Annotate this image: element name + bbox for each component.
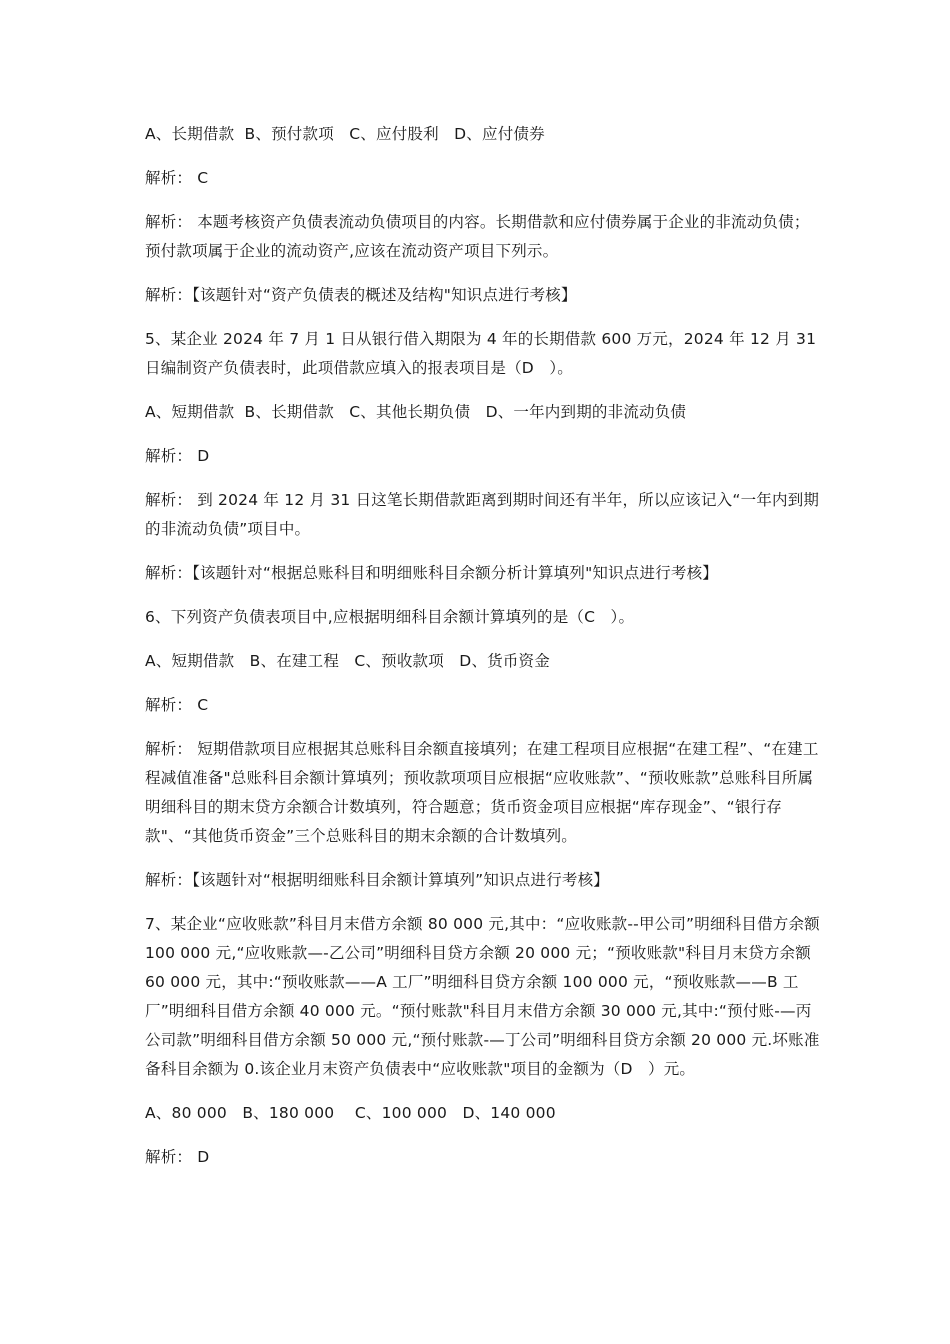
q6-explanation: 解析： 短期借款项目应根据其总账科目余额直接填列；在建工程项目应根据“在建工程”、“在建工程减值准备"总账科目余额计算填列；预收款项项目应根据“应收账款”、“预收账款”总账科目所属明细科目的期末贷方余额合计数填列，符合题意；货币资金项目应根据“库存现金”、“银行存款"、“其他货币资金”三个总账科目的期末余额的合计数填列。 bbox=[145, 740, 819, 845]
q5-answer: 解析： D bbox=[145, 447, 210, 465]
q4-options: A、长期借款 B、预付款项 C、应付股利 D、应付债券 bbox=[145, 125, 545, 143]
q6-question: 6、下列资产负债表项目中,应根据明细科目余额计算填列的是（C ）。 bbox=[145, 608, 635, 626]
q5-explanation: 解析： 到 2024 年 12 月 31 日这笔长期借款距离到期时间还有半年，所以应该记入“一年内到期的非流动负债”项目中。 bbox=[145, 491, 820, 538]
q4-answer: 解析： C bbox=[145, 169, 209, 187]
q4-explanation: 解析： 本题考核资产负债表流动负债项目的内容。长期借款和应付债券属于企业的非流动负债；预付款项属于企业的流动资产,应该在流动资产项目下列示。 bbox=[145, 213, 810, 260]
q6-answer: 解析： C bbox=[145, 696, 209, 714]
q6-knowledge-point: 解析：【该题针对“根据明细账科目余额计算填列”知识点进行考核】 bbox=[145, 871, 610, 889]
q6-options: A、短期借款 B、在建工程 C、预收款项 D、货币资金 bbox=[145, 652, 550, 670]
q7-answer: 解析： D bbox=[145, 1148, 210, 1166]
q5-knowledge-point: 解析：【该题针对“根据总账科目和明细账科目余额分析计算填列"知识点进行考核】 bbox=[145, 564, 719, 582]
q7-options: A、80 000 B、180 000 C、100 000 D、140 000 bbox=[145, 1104, 556, 1122]
q5-question: 5、某企业 2024 年 7 月 1 日从银行借入期限为 4 年的长期借款 600 万元，2024 年 12 月 31 日编制资产负债表时，此项借款应填入的报表项目是（D ）。 bbox=[145, 330, 822, 377]
q4-knowledge-point: 解析：【该题针对“资产负债表的概述及结构"知识点进行考核】 bbox=[145, 286, 577, 304]
document-page bbox=[145, 120, 826, 1187]
q5-options: A、短期借款 B、长期借款 C、其他长期负债 D、一年内到期的非流动负债 bbox=[145, 403, 687, 421]
q7-question: 7、某企业“应收账款”科目月末借方余额 80 000 元,其中：“应收账款--甲公司”明细科目借方余额 100 000 元,“应收账款—-乙公司”明细科目贷方余额 20 000 元；“预收账款"科目月末贷方余额 60 000 元，其中:“预收账款——A 工厂”明细科目贷方余额 100 000 元，“预收账款——B 工厂”明细科目借方余额 40 000 元。“预付账款"科目月末借方余额 30 000 元,其中:“预付账-—丙公司款”明细科目借方余额 50 000 元,“预付账款-—丁公司”明细科目贷方余额 20 000 元.坏账准备科目余额为 0.该企业月末资产负债表中“应收账款"项目的金额为（D ）元。 bbox=[145, 915, 826, 1078]
